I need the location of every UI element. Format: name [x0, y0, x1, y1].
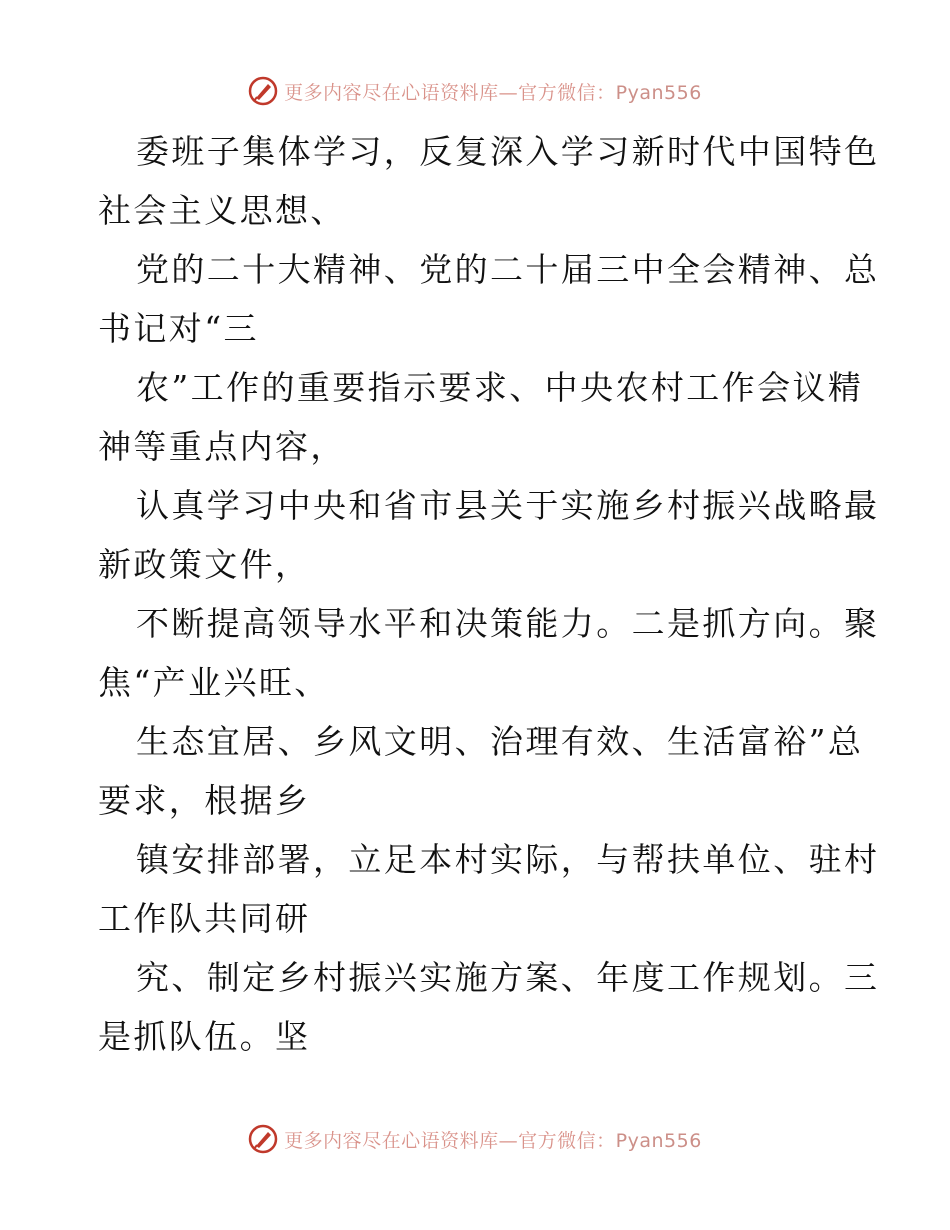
watermark-text: 更多内容尽在心语资料库—官方微信：Pyan556	[284, 81, 702, 104]
text-line: 社会主义思想、	[98, 191, 346, 230]
document-body	[98, 122, 880, 1066]
text-line: 镇安排部署，立足本村实际，与帮扶单位、驻村	[136, 840, 880, 879]
text-line: 生态宜居、乡风文明、治理有效、生活富裕”总	[136, 722, 864, 761]
text-line: 工作队共同研	[98, 899, 311, 938]
text-line: 新政策文件，	[98, 545, 311, 584]
footer-watermark	[0, 1122, 950, 1156]
text-line: 书记对“三	[98, 309, 259, 348]
text-line: 委班子集体学习，反复深入学习新时代中国特色	[136, 132, 880, 171]
text-line: 焦“产业兴旺、	[98, 663, 330, 702]
quill-logo-icon	[248, 1124, 278, 1154]
text-line: 是抓队伍。坚	[98, 1017, 311, 1056]
watermark-text: 更多内容尽在心语资料库—官方微信：Pyan556	[284, 1129, 702, 1152]
text-line: 农”工作的重要指示要求、中央农村工作会议精	[136, 368, 864, 407]
text-line: 神等重点内容，	[98, 427, 346, 466]
text-line: 不断提高领导水平和决策能力。二是抓方向。聚	[136, 604, 880, 643]
text-line: 认真学习中央和省市县关于实施乡村振兴战略最	[136, 486, 880, 525]
text-line: 要求，根据乡	[98, 781, 311, 820]
header-watermark	[0, 74, 950, 108]
text-line: 究、制定乡村振兴实施方案、年度工作规划。三	[136, 958, 880, 997]
text-line: 党的二十大精神、党的二十届三中全会精神、总	[136, 250, 880, 289]
quill-logo-icon	[248, 76, 278, 106]
